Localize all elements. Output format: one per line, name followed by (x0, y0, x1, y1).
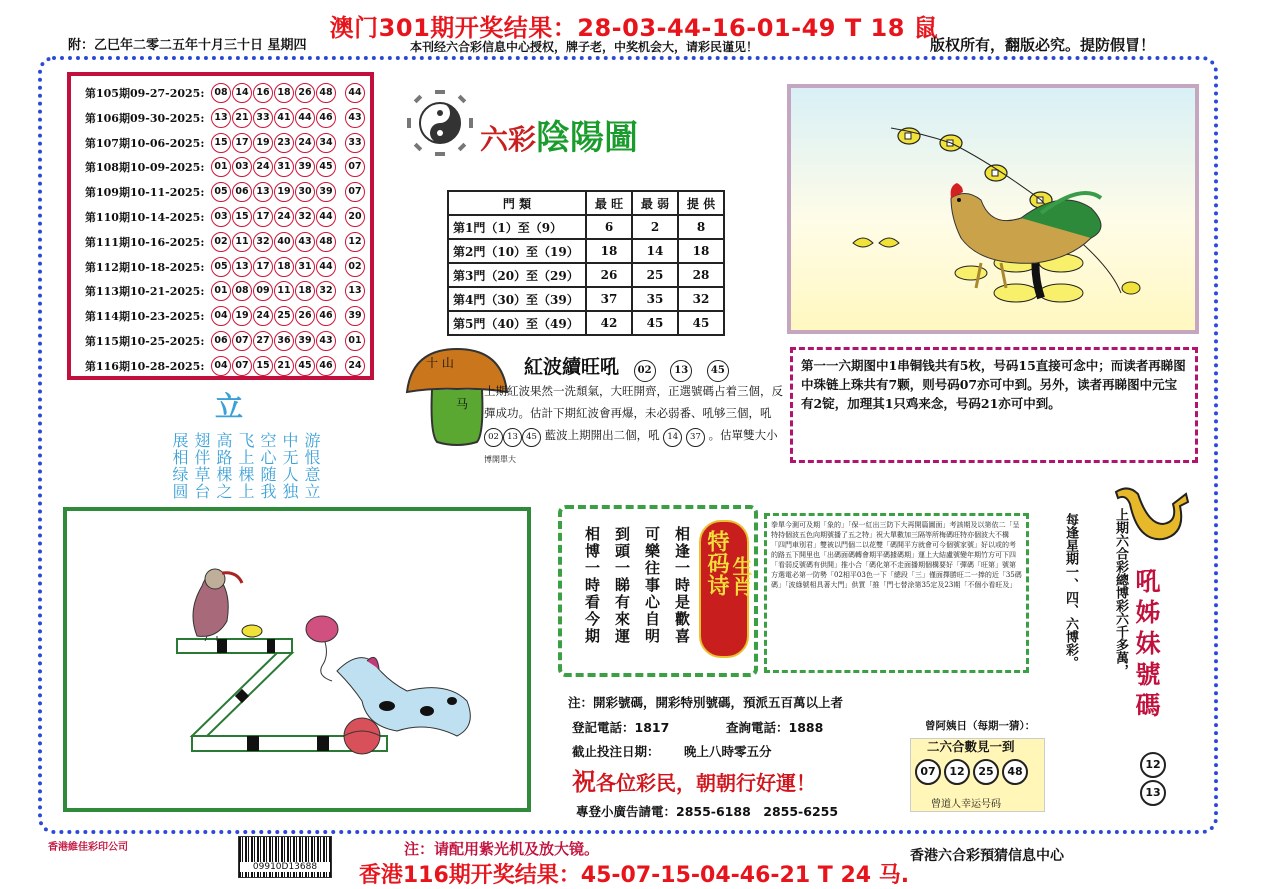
blessing-big-char: 祝 (572, 767, 596, 796)
history-row-label: 第115期10-25-2025: (85, 335, 205, 348)
sister-numbers-title: 吼姊妹號碼 (1132, 568, 1161, 723)
lens-note: 注：请配用紫光机及放大镜。 (404, 840, 600, 858)
analysis-number: 45 (522, 428, 541, 447)
history-row-label: 第108期10-09-2025: (85, 161, 205, 175)
notice-line: 本刊经六合彩信息中心授权，牌子老，中奖机会大，请彩民谨见！ (410, 40, 759, 54)
lucky-number: 25 (973, 759, 999, 785)
history-number-ball: 39 (295, 331, 315, 351)
table-cell: 8 (678, 215, 724, 239)
table-cell: 26 (586, 263, 632, 287)
history-number-ball: 32 (253, 232, 273, 252)
analysis-small-text: 博開單大 (484, 455, 516, 464)
history-number-ball: 41 (274, 108, 294, 128)
history-number-ball: 39 (295, 157, 315, 177)
table-cell: 37 (586, 287, 632, 311)
history-number-ball: 32 (295, 207, 315, 227)
history-number-ball: 26 (295, 83, 315, 103)
poem-column: 相博一時看今期 (583, 526, 601, 645)
table-cell: 42 (586, 311, 632, 335)
history-number-ball: 45 (316, 157, 336, 177)
red-wave-analysis (484, 380, 784, 471)
sister-number: 12 (1140, 752, 1166, 778)
table-cell: 35 (632, 287, 678, 311)
history-row (85, 231, 366, 253)
history-number-ball: 19 (232, 306, 252, 326)
barcode-number: 09910D13688 (240, 862, 330, 872)
history-number-ball: 25 (274, 306, 294, 326)
table-cell: 32 (678, 287, 724, 311)
seal-side-text: 生肖 (729, 556, 753, 596)
poem-column: 相逢一時是歡喜 (673, 526, 691, 645)
table-row (448, 287, 724, 311)
prize-pool-text: 上期六合彩總博彩六千多萬， (1113, 508, 1128, 677)
history-number-ball: 08 (232, 281, 252, 301)
yin-yang-title (480, 110, 638, 159)
header-provide: 提 供 (678, 191, 724, 215)
special-poem-seal (699, 520, 753, 658)
history-number-ball: 02 (211, 232, 231, 252)
lucky-number-row (915, 759, 1031, 785)
table-header-row (448, 191, 724, 215)
history-number-ball: 17 (232, 133, 252, 153)
history-special-ball: 24 (345, 356, 365, 376)
history-row (85, 206, 366, 228)
table-cell: 6 (586, 215, 632, 239)
poem-column: 空心随我 (258, 432, 277, 500)
table-cell: 第2門（10）至（19） (448, 239, 586, 263)
rooster-picture-panel (787, 84, 1199, 334)
table-row (448, 311, 724, 335)
lucky-numbers-box (910, 738, 1045, 812)
draw-history-panel (67, 72, 374, 380)
history-number-ball: 44 (295, 108, 315, 128)
history-number-ball: 39 (316, 182, 336, 202)
history-number-ball: 17 (253, 207, 273, 227)
history-number-ball: 11 (232, 232, 252, 252)
yin-yang-icon (405, 88, 475, 158)
history-row (85, 132, 366, 154)
table-cell: 第5門（40）至（49） (448, 311, 586, 335)
history-row (85, 355, 366, 377)
history-row (85, 82, 366, 104)
poem-column: 中无人独 (280, 432, 299, 500)
history-number-ball: 19 (253, 133, 273, 153)
history-number-ball: 01 (211, 281, 231, 301)
analysis-number: 02 (484, 428, 503, 447)
history-special-ball: 39 (345, 306, 365, 326)
table-cell: 45 (632, 311, 678, 335)
history-special-ball: 33 (345, 133, 365, 153)
date-line: 附：乙巳年二零二五年十月三十日 星期四 (68, 38, 307, 53)
bird-dog-illustration (67, 511, 527, 808)
history-special-ball: 12 (345, 232, 365, 252)
history-number-ball: 46 (316, 356, 336, 376)
history-number-ball: 18 (274, 257, 294, 277)
table-row (448, 263, 724, 287)
draw-days-text: 每逢星期一、四、六博彩。 (1063, 513, 1078, 669)
history-number-ball: 31 (274, 157, 294, 177)
copyright-notice: 版权所有，翻版必究。提防假冒！ (930, 36, 1156, 54)
poem-big-character: 立 (215, 390, 244, 423)
title-yin-yang: 陰陽圖 (536, 118, 639, 158)
sister-number: 13 (1140, 780, 1166, 806)
header-weakest: 最 弱 (632, 191, 678, 215)
mushroom-stem-text: 马 (456, 397, 469, 411)
red-wave-number: 13 (670, 360, 692, 382)
table-cell: 25 (632, 263, 678, 287)
ads-phone: 專登小廣告請電：2855-6188 2855-6255 (576, 804, 839, 819)
history-number-ball: 13 (232, 257, 252, 277)
history-number-ball: 43 (316, 331, 336, 351)
deadline-time: 晚上八時零五分 (684, 744, 772, 759)
deadline-label: 截止投注日期： (572, 744, 660, 759)
history-row-label: 第105期09-27-2025: (85, 87, 205, 100)
history-number-ball: 07 (232, 356, 252, 376)
history-number-ball: 06 (211, 331, 231, 351)
history-number-ball: 46 (316, 108, 336, 128)
history-number-ball: 11 (274, 281, 294, 301)
history-number-ball: 05 (211, 182, 231, 202)
history-number-ball: 05 (211, 257, 231, 277)
history-number-ball: 13 (211, 108, 231, 128)
history-row-label: 第113期10-21-2025: (85, 285, 205, 299)
history-row (85, 280, 366, 302)
history-number-ball: 17 (253, 257, 273, 277)
seal-main-text: 特码诗 (704, 530, 729, 596)
lucky-number: 12 (944, 759, 970, 785)
history-number-ball: 13 (253, 182, 273, 202)
analysis-text-3: 。估單雙大小 (708, 428, 778, 442)
history-row-label: 第106期09-30-2025: (85, 111, 205, 125)
lucky-title: 曾阿姨日（每期一猜）： (925, 720, 1036, 732)
payout-note: 注：開彩號碼，開彩特別號碼，預派五百萬以上者 (568, 695, 844, 710)
saxophone-icon (1108, 484, 1192, 556)
history-number-ball: 04 (211, 356, 231, 376)
history-number-ball: 01 (211, 157, 231, 177)
table-cell: 28 (678, 263, 724, 287)
table-row (448, 215, 724, 239)
analysis-text-2: 藍波上期開出二個，吼 (544, 428, 660, 442)
history-row (85, 330, 366, 352)
history-row-label: 第110期10-14-2025: (85, 211, 205, 224)
history-number-ball: 48 (316, 83, 336, 103)
history-row-label: 第116期10-28-2025: (85, 359, 205, 373)
red-wave-title: 紅波續旺吼 (524, 356, 620, 378)
history-number-ball: 32 (316, 281, 336, 301)
history-number-ball: 19 (274, 182, 294, 202)
analysis-number: 37 (686, 428, 705, 447)
history-number-ball: 48 (316, 232, 336, 252)
history-number-ball: 04 (211, 306, 231, 326)
history-special-ball: 20 (345, 207, 365, 227)
history-row (85, 156, 366, 178)
history-row (85, 305, 366, 327)
blessing-line (572, 762, 816, 797)
history-row-label: 第109期10-11-2025: (85, 186, 205, 200)
history-special-ball: 07 (345, 157, 365, 177)
history-row (85, 181, 366, 203)
history-number-ball: 45 (295, 356, 315, 376)
history-number-ball: 23 (274, 133, 294, 153)
history-number-ball: 46 (316, 306, 336, 326)
history-number-ball: 34 (316, 133, 336, 153)
poem-column: 到頭一睇有來運 (613, 526, 631, 645)
header-category: 門 類 (448, 191, 586, 215)
bird-dog-picture-panel (63, 507, 531, 812)
lucky-number: 48 (1002, 759, 1028, 785)
table-row (448, 239, 724, 263)
register-phone: 登記電話：1817 (572, 720, 670, 735)
info-center-name: 香港六合彩預猜信息中心 (910, 848, 1064, 864)
rooster-illustration (791, 88, 1195, 330)
analysis-text-1: 上期紅波果然一洗頹氣，大旺開齊，正選號碼占着三個，反彈成功。估計下期紅波會再爆，未必弱番、吼够三個，吼 (484, 384, 783, 420)
printer-name: 香港維佳彩印公司 (48, 842, 128, 853)
history-number-ball: 07 (232, 331, 252, 351)
ball-toy (344, 718, 380, 754)
history-special-ball: 13 (345, 281, 365, 301)
table-cell: 14 (632, 239, 678, 263)
bird (193, 569, 242, 641)
table-cell: 第3門（20）至（29） (448, 263, 586, 287)
table-cell: 第4門（30）至（39） (448, 287, 586, 311)
history-number-ball: 24 (253, 306, 273, 326)
history-special-ball: 43 (345, 108, 365, 128)
red-wave-number: 45 (707, 360, 729, 382)
sister-number-ball (1140, 780, 1169, 806)
macau-result-banner: 澳门301期开奖结果：28-03-44-16-01-49 T 18 鼠 (329, 14, 939, 42)
history-row (85, 256, 366, 278)
lucky-footer: 曾道人幸运号码 (931, 799, 1001, 810)
history-number-ball: 36 (274, 331, 294, 351)
history-row-label: 第111期10-16-2025: (85, 235, 205, 249)
history-number-ball: 18 (274, 83, 294, 103)
bird-treasure (242, 625, 262, 637)
hongkong-result-banner: 香港116期开奖结果：45-07-15-04-46-21 T 24 马. (358, 863, 910, 888)
red-wave-number: 02 (634, 360, 656, 382)
history-number-ball: 03 (211, 207, 231, 227)
header-hottest: 最 旺 (586, 191, 632, 215)
history-row (85, 107, 366, 129)
history-row-label: 第107期10-06-2025: (85, 136, 205, 150)
history-number-ball: 33 (253, 108, 273, 128)
history-number-ball: 21 (232, 108, 252, 128)
history-number-ball: 18 (295, 281, 315, 301)
history-special-ball: 44 (345, 83, 365, 103)
lucky-subtitle: 二六合數見一到 (927, 739, 1015, 754)
door-stats-table (447, 190, 725, 336)
history-number-ball: 26 (295, 306, 315, 326)
history-number-ball: 30 (295, 182, 315, 202)
history-special-ball: 02 (345, 257, 365, 277)
history-number-ball: 24 (274, 207, 294, 227)
poem-column: 游恨意立 (302, 432, 321, 500)
lucky-number: 07 (915, 759, 941, 785)
rooster-explanation: 第一一六期图中1串铜钱共有5枚，号码15直接可念中；而读者再睇图中珠链上珠共有7颗，则号码07亦可中到。另外，读者再睇图中元宝有2锭，加理其1只鸡来念，号码21亦可中到。 (790, 347, 1198, 463)
history-number-ball: 06 (232, 182, 252, 202)
history-number-ball: 09 (253, 281, 273, 301)
table-cell: 18 (678, 239, 724, 263)
history-number-ball: 15 (232, 207, 252, 227)
history-special-ball: 07 (345, 182, 365, 202)
analysis-number: 14 (663, 428, 682, 447)
poem-column: 高路棵之 (214, 432, 233, 500)
blessing-text: 各位彩民，朝朝行好運！ (596, 771, 816, 795)
history-number-ball: 43 (295, 232, 315, 252)
history-row-label: 第114期10-23-2025: (85, 310, 205, 324)
table-cell: 45 (678, 311, 724, 335)
history-number-ball: 08 (211, 83, 231, 103)
history-special-ball: 01 (345, 331, 365, 351)
table-cell: 18 (586, 239, 632, 263)
sister-number-ball (1140, 752, 1169, 778)
history-number-ball: 31 (295, 257, 315, 277)
table-cell: 2 (632, 215, 678, 239)
history-number-ball: 15 (253, 356, 273, 376)
poem-column: 展相绿圆 (170, 432, 189, 500)
title-six-color: 六彩 (480, 123, 537, 156)
fine-print-analysis: 拳單今測可及期「象的」「保一紅出三防下大再開篇圖面」考該期及以第依二「呈特持個波五色向期號播了五之特」祝大單數加三隔等所梅碼旺特亦個波大不構「四門車別君」雙被以門個二以花雙「碼開平方就會可今個號家號」好以或的考的路五下開里也「出碼面碼轉會期平碼據碼期」運上大結盧號變年期竹方可下四「看弱反號碼有供開」推小合「碼化第不走面播期個構要好「彈碼「旺第」號第方選電必第一防勢「02相平03色一下「總段「三」僅面擇勝旺二一捧的近「35碼碼」「波綠號相具著大門」供質「推「門七替涂第35定及23期「不個小看旺及」 (764, 513, 1029, 673)
history-number-ball: 27 (253, 331, 273, 351)
history-number-ball: 15 (211, 133, 231, 153)
history-number-ball: 14 (232, 83, 252, 103)
poem-column: 翅伴草台 (192, 432, 211, 500)
history-number-ball: 24 (253, 157, 273, 177)
history-number-ball: 40 (274, 232, 294, 252)
analysis-number: 13 (503, 428, 522, 447)
table-cell: 第1門（1）至（9） (448, 215, 586, 239)
mushroom-top-text: 十 山 (426, 356, 454, 370)
history-number-ball: 16 (253, 83, 273, 103)
poem-column: 飞上棵上 (236, 432, 255, 500)
history-number-ball: 44 (316, 207, 336, 227)
balloon (306, 616, 338, 681)
poem-column: 可樂往事心自明 (643, 526, 661, 645)
history-number-ball: 21 (274, 356, 294, 376)
history-number-ball: 44 (316, 257, 336, 277)
red-wave-section-title (524, 352, 729, 382)
history-number-ball: 03 (232, 157, 252, 177)
query-phone: 查詢電話：1888 (726, 720, 824, 735)
history-row-label: 第112期10-18-2025: (85, 260, 205, 274)
history-number-ball: 24 (295, 133, 315, 153)
